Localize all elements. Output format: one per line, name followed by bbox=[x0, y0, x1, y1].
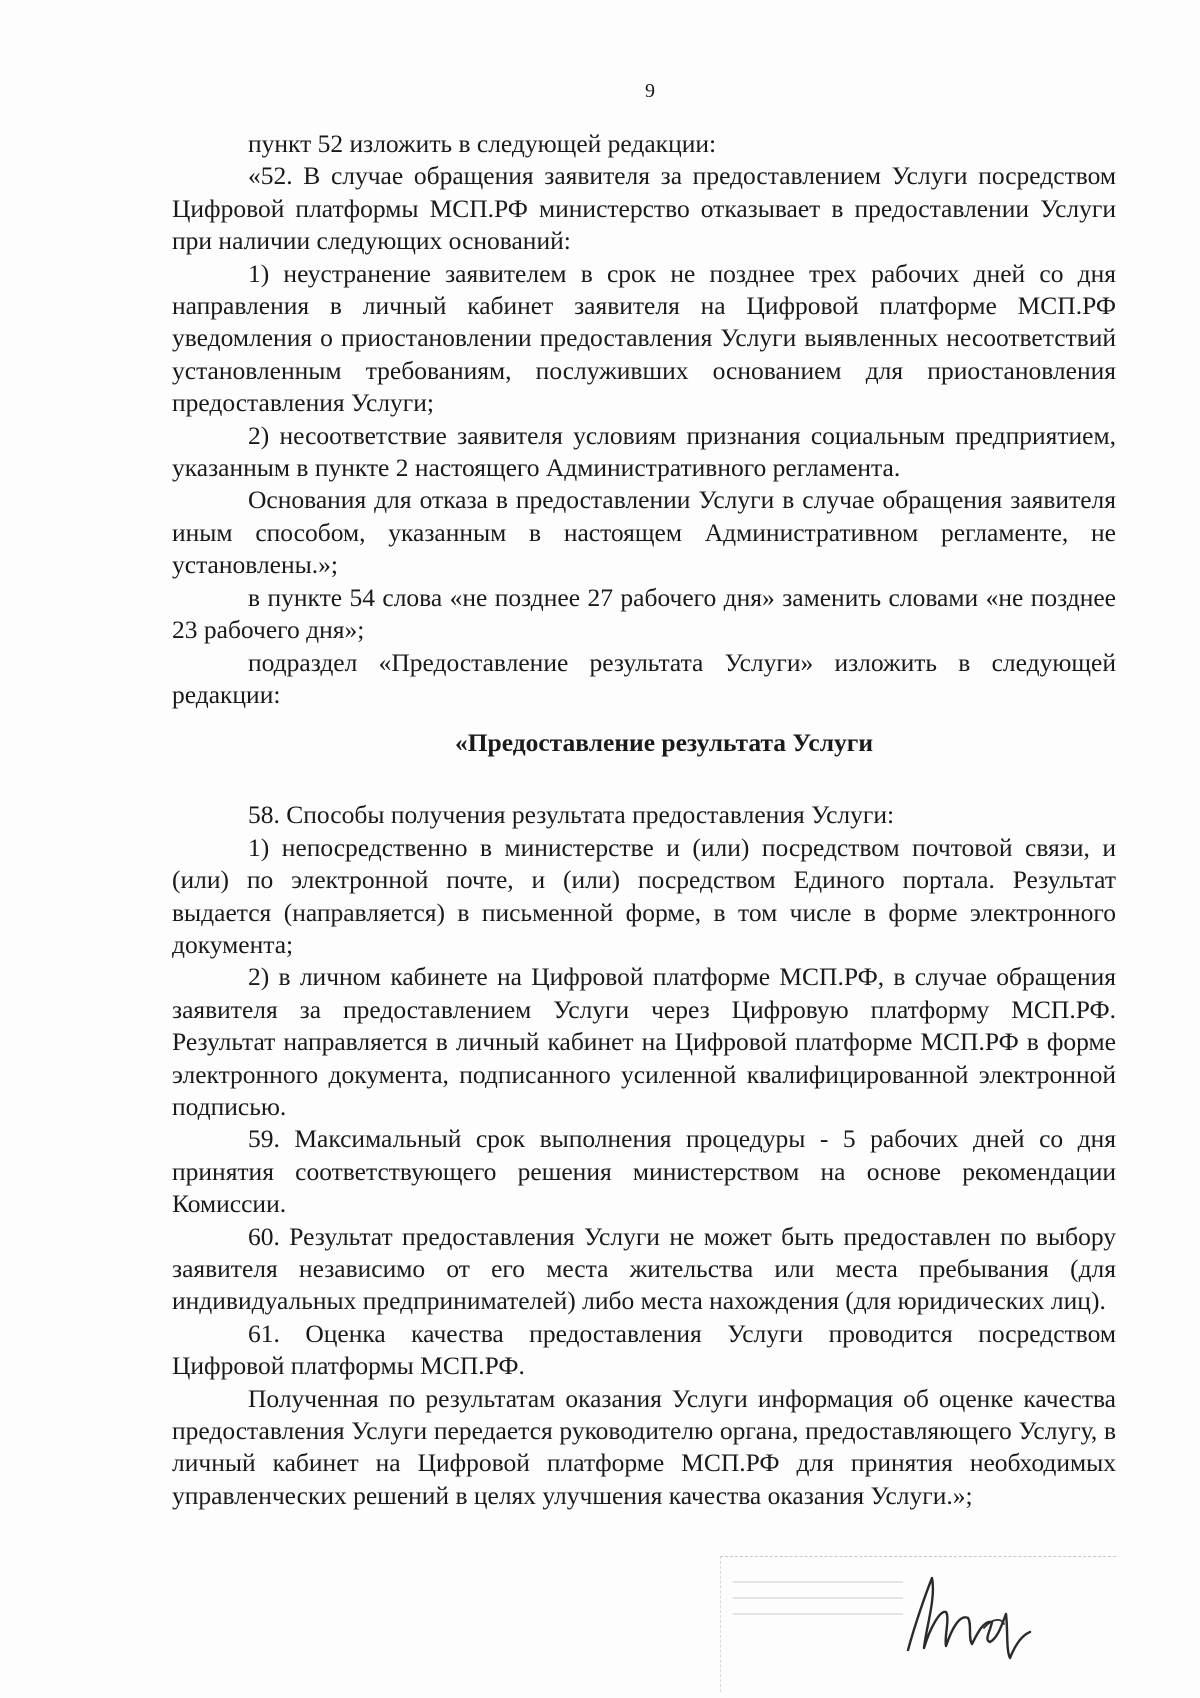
paragraph: 2) в личном кабинете на Цифровой платформе МСП.РФ, в случае обращения заявителя за предоставлением Услуги через Цифровую платформу МСП.РФ. Результат направляется в личный кабинет на Цифровой платформе МСП.РФ в форме электронного документа, подписанного усиленной квалифицированной электронной подписью. bbox=[172, 962, 1116, 1121]
paragraph: 58. Способы получения результата предоставления Услуги: bbox=[248, 800, 895, 830]
paragraph: 1) непосредственно в министерстве и (или) посредством почтовой связи, и (или) по электронной почте, и (или) посредством Единого портала. Результат выдается (направляется) в письменной форме, в том числе в форме электронного документа; bbox=[172, 832, 1116, 959]
paragraph: в пункте 54 слова «не позднее 27 рабочего дня» заменить словами «не позднее 23 рабочего дня»; bbox=[172, 582, 1116, 645]
paragraph: «52. В случае обращения заявителя за предоставлением Услуги посредством Цифровой платформы МСП.РФ министерство отказывает в предоставлении Услуги при наличии следующих оснований: bbox=[172, 161, 1116, 256]
paragraph: 61. Оценка качества предоставления Услуги проводится посредством Цифровой платформы МСП.РФ. bbox=[172, 1318, 1116, 1381]
signature-icon bbox=[880, 1558, 1080, 1678]
paragraph: пункт 52 изложить в следующей редакции: bbox=[248, 129, 717, 158]
paragraph: Полученная по результатам оказания Услуги информация об оценке качества предоставления Услуги передается руководителю органа, предоставляющего Услугу, в личный кабинет на Цифровой платформе МСП.РФ для принятия необходимых управленческих решений в целях улучшения качества оказания Услуги.»; bbox=[172, 1383, 1116, 1510]
paragraph: Основания для отказа в предоставлении Услуги в случае обращения заявителя иным способом, указанным в настоящем Административном регламенте, не установлены.»; bbox=[172, 485, 1116, 580]
paragraph: 1) неустранение заявителем в срок не позднее трех рабочих дней со дня направления в личный кабинет заявителя на Цифровой платформе МСП.РФ уведомления о приостановлении предоставления Услуги выявленных несоответствий установленным требованиям, послуживших основанием для приостановления предоставления Услуги; bbox=[172, 258, 1116, 418]
stamp-text-lines bbox=[733, 1581, 903, 1629]
section-heading: «Предоставление результата Услуги bbox=[454, 728, 874, 758]
page-number: 9 bbox=[645, 80, 655, 102]
document-body bbox=[172, 128, 1116, 1512]
paragraph: 60. Результат предоставления Услуги не может быть предоставлен по выбору заявителя независимо от его места жительства или места пребывания (для индивидуальных предпринимателей) либо места нахождения (для юридических лиц). bbox=[172, 1221, 1116, 1316]
paragraph: 2) несоответствие заявителя условиям признания социальным предприятием, указанным в пункте 2 настоящего Административного регламента. bbox=[172, 420, 1116, 483]
paragraph: 59. Максимальный срок выполнения процедуры - 5 рабочих дней со дня принятия соответствующего решения министерством на основе рекомендации Комиссии. bbox=[172, 1124, 1116, 1219]
paragraph: подраздел «Предоставление результата Услуги» изложить в следующей редакции: bbox=[172, 647, 1116, 709]
